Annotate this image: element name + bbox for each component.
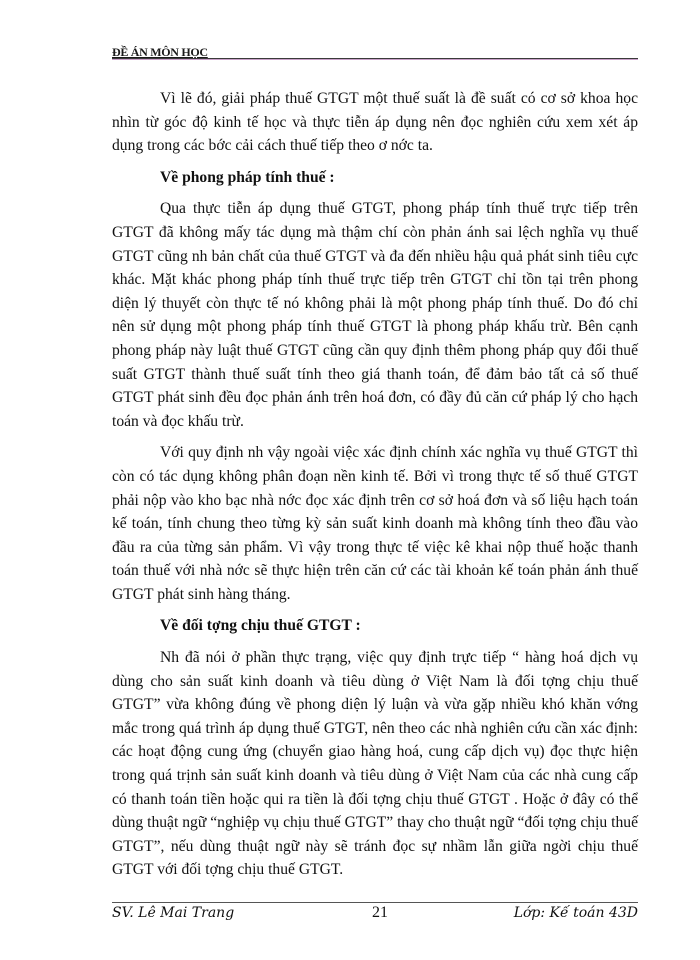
page-header <box>112 40 638 59</box>
section-heading: Về phong pháp tính thuế : <box>160 168 335 186</box>
section-heading: Về đối tợng chịu thuế GTGT : <box>160 617 361 635</box>
paragraph: Vì lẽ đó, giải pháp thuế GTGT một thuế suất là đề suất có cơ sở khoa học nhìn từ góc độ kinh tế học và thực tiễn áp dụng nên đọc nghiên cứu xem xét áp dụng trong các bớc cải cách thuế tiếp theo ơ nớc ta. <box>112 90 638 155</box>
footer-author: SV. Lê Mai Trang <box>112 905 235 921</box>
paragraph: Qua thực tiễn áp dụng thuế GTGT, phong pháp tính thuế trực tiếp trên GTGT đã không mấy tác dụng mà thậm chí còn phản ánh sai lệch nghĩa vụ thuế GTGT cũng nh bản chất của thuế GTGT và đa đến nhiều hậu quả phát sinh tiêu cực khác. Mặt khác phong pháp tính thuế trực tiếp trên GTGT chỉ tồn tại trên phong diện lý thuyết còn thực tế nó không phải là một phong pháp tính thuế. Do đó chỉ nên sử dụng một phong pháp tính thuế GTGT là phong pháp khấu trừ. Bên cạnh phong pháp này luật thuế GTGT cũng cần quy định thêm phong pháp quy đổi thuế suất GTGT thành thuế suất tính theo giá thanh toán, để đảm bảo tất cả số thuế GTGT phát sinh đều đọc phản ánh trên hoá đơn, có đầy đủ căn cứ pháp lý cho hạch toán và đọc khấu trừ. <box>112 200 638 430</box>
header-title: ĐỀ ÁN MÔN HỌC <box>112 45 208 59</box>
document-body <box>112 87 638 890</box>
paragraph: Nh đã nói ở phần thực trạng, việc quy định trực tiếp “ hàng hoá dịch vụ dùng cho sản suất kinh doanh và tiêu dùng ở Việt Nam là đối tợng chịu thuế GTGT” vừa không đúng về phong diện lý luận và vừa gặp nhiều khó khăn vớng mắc trong quá trình áp dụng thuế GTGT, nên theo các nhà nghiên cứu cần xác định: các hoạt động cung ứng (chuyển giao hàng hoá, cung cấp dịch vụ) đọc thực hiện trong quá trịnh sản suất kinh doanh và tiêu dùng ở Việt Nam của các nhà cung cấp có thanh toán tiền hoặc qui ra tiền là đối tợng chịu thuế GTGT . Hoặc ở đây có thể dùng thuật ngữ “nghiệp vụ chịu thuế GTGT” thay cho thuật ngữ “đối tợng chịu thuế GTGT”, nếu dùng thuật ngữ này sẽ tránh đọc sự nhầm lẫn giữa ngời chịu thuế GTGT với đối tợng chịu thuế GTGT. <box>112 649 638 879</box>
paragraph: Với quy định nh vậy ngoài việc xác định chính xác nghĩa vụ thuế GTGT thì còn có tác dụng không phân đoạn nền kinh tế. Bởi vì trong thực tế số thuế GTGT phải nộp vào kho bạc nhà nớc đọc xác định trên cơ sở hoá đơn và số liệu hạch toán kế toán, tính chung theo từng kỳ sản suất kinh doanh mà không tính theo đầu vào đầu ra của từng sản phẩm. Vì vậy trong thực tế việc kê khai nộp thuế hoặc thanh toán thuế với nhà nớc sẽ thực hiện trên căn cứ các tài khoản kế toán phản ánh thuế GTGT phát sinh hàng tháng. <box>112 444 638 603</box>
page-number: 21 <box>372 904 388 921</box>
footer-class: Lớp: Kế toán 43D <box>513 905 638 921</box>
